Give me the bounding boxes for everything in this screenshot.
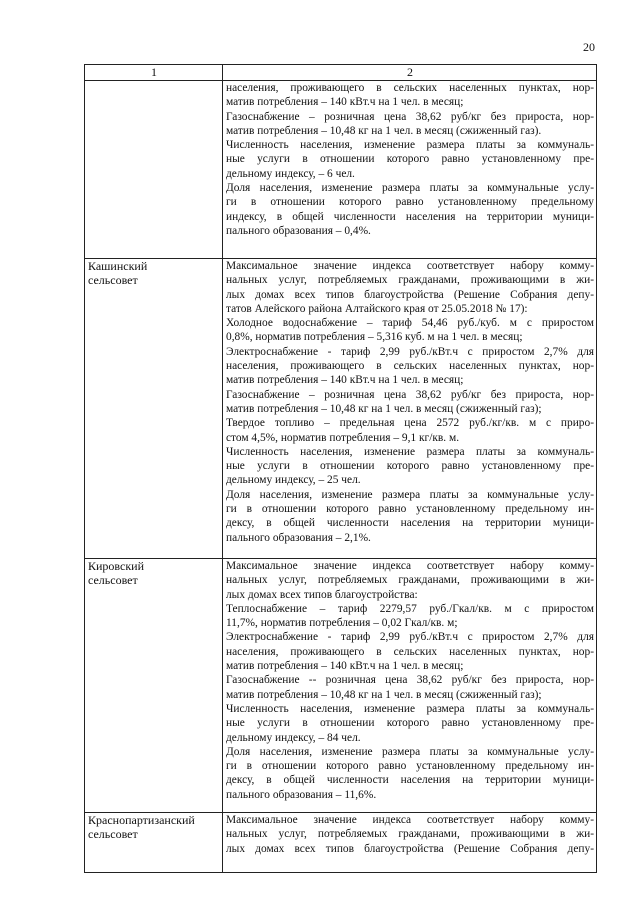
text-line: ные услуги в отношении которого равно установленному пре- xyxy=(226,153,594,166)
text-line: матив потребления – 10,48 кг на 1 чел. в месяц (сжиженный газ); xyxy=(226,402,542,415)
text-line: нальных услуг, потребляемых гражданами, проживающими в жи- xyxy=(226,274,594,287)
text-line: Твердое топливо – предельная цена 2572 руб./кг/кв. м с приро- xyxy=(226,417,594,430)
text-line: ги в отношении которого равно установленному предельному xyxy=(226,196,594,209)
text-line: матив потребления – 140 кВт.ч на 1 чел. в месяц; xyxy=(226,660,464,673)
column-header-2: 2 xyxy=(223,65,597,81)
index-description xyxy=(223,813,597,873)
municipality-name: Кировский сельсовет xyxy=(85,559,223,813)
table-header-row xyxy=(85,65,597,81)
text-line: Доля населения, изменение размера платы за коммунальные услу- xyxy=(226,182,594,195)
text-line: Газоснабжение – розничная цена 38,62 руб/кг без прироста, нор- xyxy=(226,110,594,123)
municipality-name: Краснопартизанский сельсовет xyxy=(85,813,223,873)
text-line: дексу, в общей численности населения на территории муници- xyxy=(226,517,594,530)
text-line: Холодное водоснабжение – тариф 54,46 руб./куб. м с приростом xyxy=(226,317,594,330)
text-line: Электроснабжение - тариф 2,99 руб./кВт.ч с приростом 2,7% для xyxy=(226,631,594,644)
text-line: пального образования – 11,6%. xyxy=(226,788,377,801)
text-line: Численность населения, изменение размера платы за коммуналь- xyxy=(226,445,594,458)
text-line: Доля населения, изменение размера платы за коммунальные услу- xyxy=(226,745,594,758)
text-line: Максимальное значение индекса соответствует набору комму- xyxy=(226,260,594,272)
text-line: матив потребления – 140 кВт.ч на 1 чел. в месяц; xyxy=(226,374,464,387)
text-line: матив потребления – 10,48 кг на 1 чел. в месяц (сжиженный газ). xyxy=(226,124,542,137)
municipality-name xyxy=(85,81,223,259)
index-description xyxy=(223,559,597,813)
text-line: Доля населения, изменение размера платы за коммунальные услу- xyxy=(226,488,594,501)
text-line: Численность населения, изменение размера платы за коммуналь- xyxy=(226,139,594,152)
index-description xyxy=(223,259,597,559)
text-line: матив потребления – 10,48 кг на 1 чел. в месяц (сжиженный газ); xyxy=(226,688,542,701)
text-line: Газоснабжение – розничная цена 38,62 руб/кг без прироста, нор- xyxy=(226,388,594,401)
text-line: Электроснабжение - тариф 2,99 руб./кВт.ч с приростом 2,7% для xyxy=(226,345,594,358)
text-line: Теплоснабжение – тариф 2279,57 руб./Гкал/кв. м с приростом xyxy=(226,602,594,615)
text-line: нальных услуг, потребляемых гражданами, проживающими в жи- xyxy=(226,828,594,841)
table-row xyxy=(85,81,597,259)
municipality-name: Кашинский сельсовет xyxy=(85,259,223,559)
table-row xyxy=(85,813,597,873)
municipality-table xyxy=(84,64,597,873)
text-line: ные услуги в отношении которого равно установленному пре- xyxy=(226,717,594,730)
text-line: ные услуги в отношении которого равно установленному пре- xyxy=(226,460,594,473)
text-line: лых домах всех типов благоустройства (Решение Собрания депу- xyxy=(226,842,594,855)
table-row xyxy=(85,559,597,813)
text-line: ги в отношении которого равно установленному предельному ин- xyxy=(226,760,594,773)
text-line: дельному индексу, – 25 чел. xyxy=(226,474,361,487)
text-line: татов Алейского района Алтайского края от 25.05.2018 № 17): xyxy=(226,302,528,315)
text-line: Максимальное значение индекса соответствует набору комму- xyxy=(226,814,594,826)
text-line: пального образования – 2,1%. xyxy=(226,531,371,544)
text-line: индексу, в общей численности населения на территории муници- xyxy=(226,210,594,223)
text-line: 11,7%, норматив потребления – 0,02 Гкал/кв. м; xyxy=(226,617,458,630)
text-line: стом 4,5%, норматив потребления – 9,1 кг/кв. м. xyxy=(226,431,460,444)
text-line: дексу, в общей численности населения на территории муници- xyxy=(226,774,594,787)
text-line: Численность населения, изменение размера платы за коммуналь- xyxy=(226,702,594,715)
text-line: населения, проживающего в сельских населенных пунктах, нор- xyxy=(226,82,594,94)
text-line: нальных услуг, потребляемых гражданами, проживающими в жи- xyxy=(226,574,594,587)
text-line: лых домах всех типов благоустройства: xyxy=(226,588,418,601)
text-line: Газоснабжение -- розничная цена 38,62 руб/кг без прироста, нор- xyxy=(226,674,594,687)
table-row xyxy=(85,259,597,559)
text-line: ги в отношении которого равно установленному предельному ин- xyxy=(226,503,594,516)
text-line: населения, проживающего в сельских населенных пунктах, нор- xyxy=(226,645,594,658)
column-header-1: 1 xyxy=(85,65,223,81)
text-line: дельному индексу, – 84 чел. xyxy=(226,731,361,744)
text-line: Максимальное значение индекса соответствует набору комму- xyxy=(226,560,594,572)
text-line: лых домах всех типов благоустройства (Решение Собрания депу- xyxy=(226,288,594,301)
text-line: пального образования – 0,4%. xyxy=(226,224,371,237)
text-line: 0,8%, норматив потребления – 5,316 куб. м на 1 чел. в месяц; xyxy=(226,331,523,344)
text-line: населения, проживающего в сельских населенных пунктах, нор- xyxy=(226,360,594,373)
index-description xyxy=(223,81,597,259)
text-line: дельному индексу, – 6 чел. xyxy=(226,167,355,180)
page-number: 20 xyxy=(583,40,595,54)
text-line: матив потребления – 140 кВт.ч на 1 чел. в месяц; xyxy=(226,96,464,109)
